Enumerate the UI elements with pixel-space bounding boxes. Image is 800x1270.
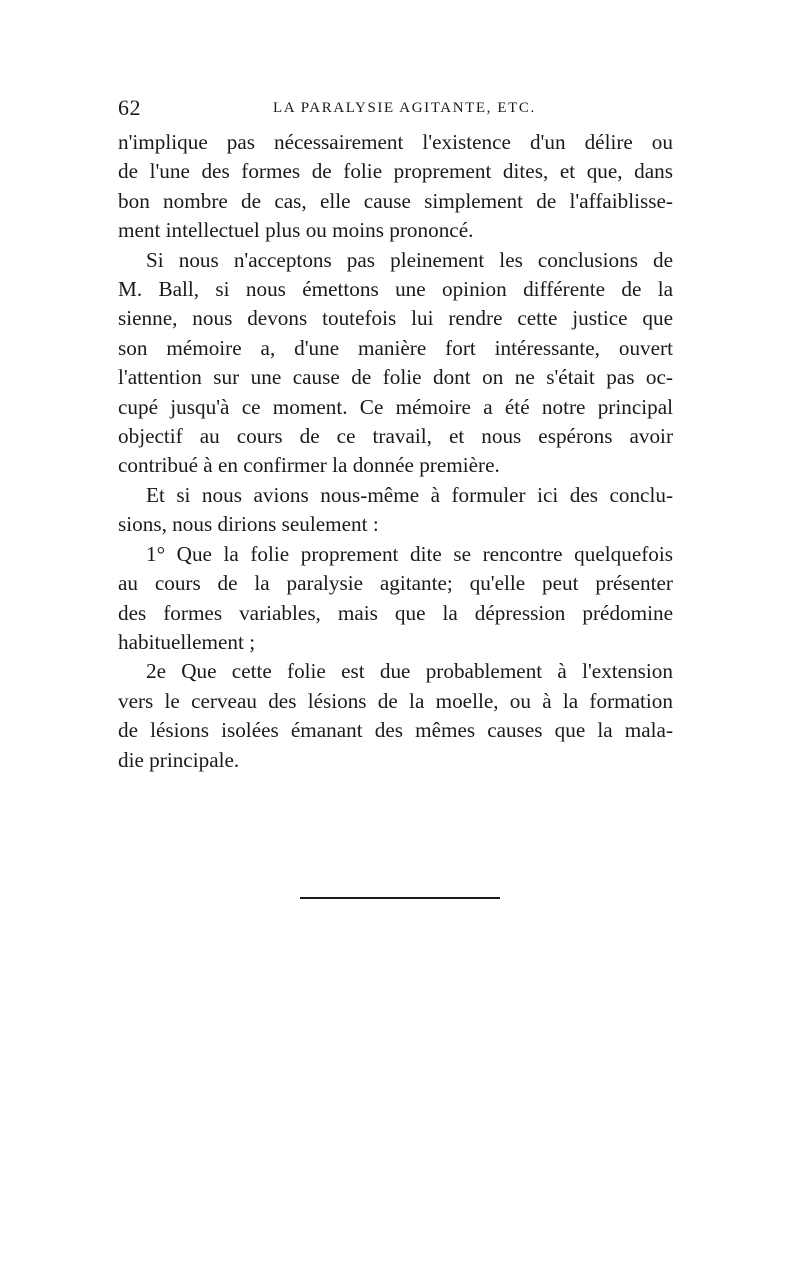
text-line: des formes variables, mais que la dépression prédomine <box>118 600 673 625</box>
text-line: vers le cerveau des lésions de la moelle, ou à la formation <box>118 688 673 713</box>
text-line: habituellement ; <box>118 629 256 654</box>
text-line: Et si nous avions nous-même à formuler ici des conclu- <box>146 482 673 507</box>
text-line: n'implique pas nécessairement l'existence d'un délire ou <box>118 130 673 154</box>
text-line: de l'une des formes de folie proprement dites, et que, dans <box>118 159 673 184</box>
page-header <box>118 95 678 121</box>
text-line: son mémoire a, d'une manière fort intéressante, ouvert <box>118 335 673 360</box>
text-line: au cours de la paralysie agitante; qu'elle peut présenter <box>118 571 673 596</box>
text-line: bon nombre de cas, elle cause simplement de l'affaiblisse- <box>118 188 673 213</box>
text-line: contribué à en confirmer la donnée première. <box>118 453 500 478</box>
closing-rule <box>300 897 500 899</box>
text-line: sienne, nous devons toutefois lui rendre cette justice que <box>118 306 673 331</box>
text-line: 2e Que cette folie est due probablement à l'extension <box>146 659 673 684</box>
text-line: de lésions isolées émanant des mêmes causes que la mala- <box>118 718 673 743</box>
text-line: objectif au cours de ce travail, et nous espérons avoir <box>118 424 673 449</box>
text-line: Si nous n'acceptons pas pleinement les conclusions de <box>146 247 673 272</box>
text-line: ment intellectuel plus ou moins prononcé. <box>118 218 474 243</box>
text-line: die principale. <box>118 747 240 772</box>
text-line: l'attention sur une cause de folie dont on ne s'était pas oc- <box>118 365 673 390</box>
running-head: LA PARALYSIE AGITANTE, ETC. <box>273 100 536 116</box>
text-line: sions, nous dirions seulement : <box>118 512 379 537</box>
text-line: cupé jusqu'à ce moment. Ce mémoire a été notre principal <box>118 394 673 419</box>
text-line: 1° Que la folie proprement dite se rencontre quelquefois <box>146 541 673 566</box>
page-number: 62 <box>118 95 141 120</box>
body-text <box>118 128 673 775</box>
text-line: M. Ball, si nous émettons une opinion différente de la <box>118 277 673 302</box>
